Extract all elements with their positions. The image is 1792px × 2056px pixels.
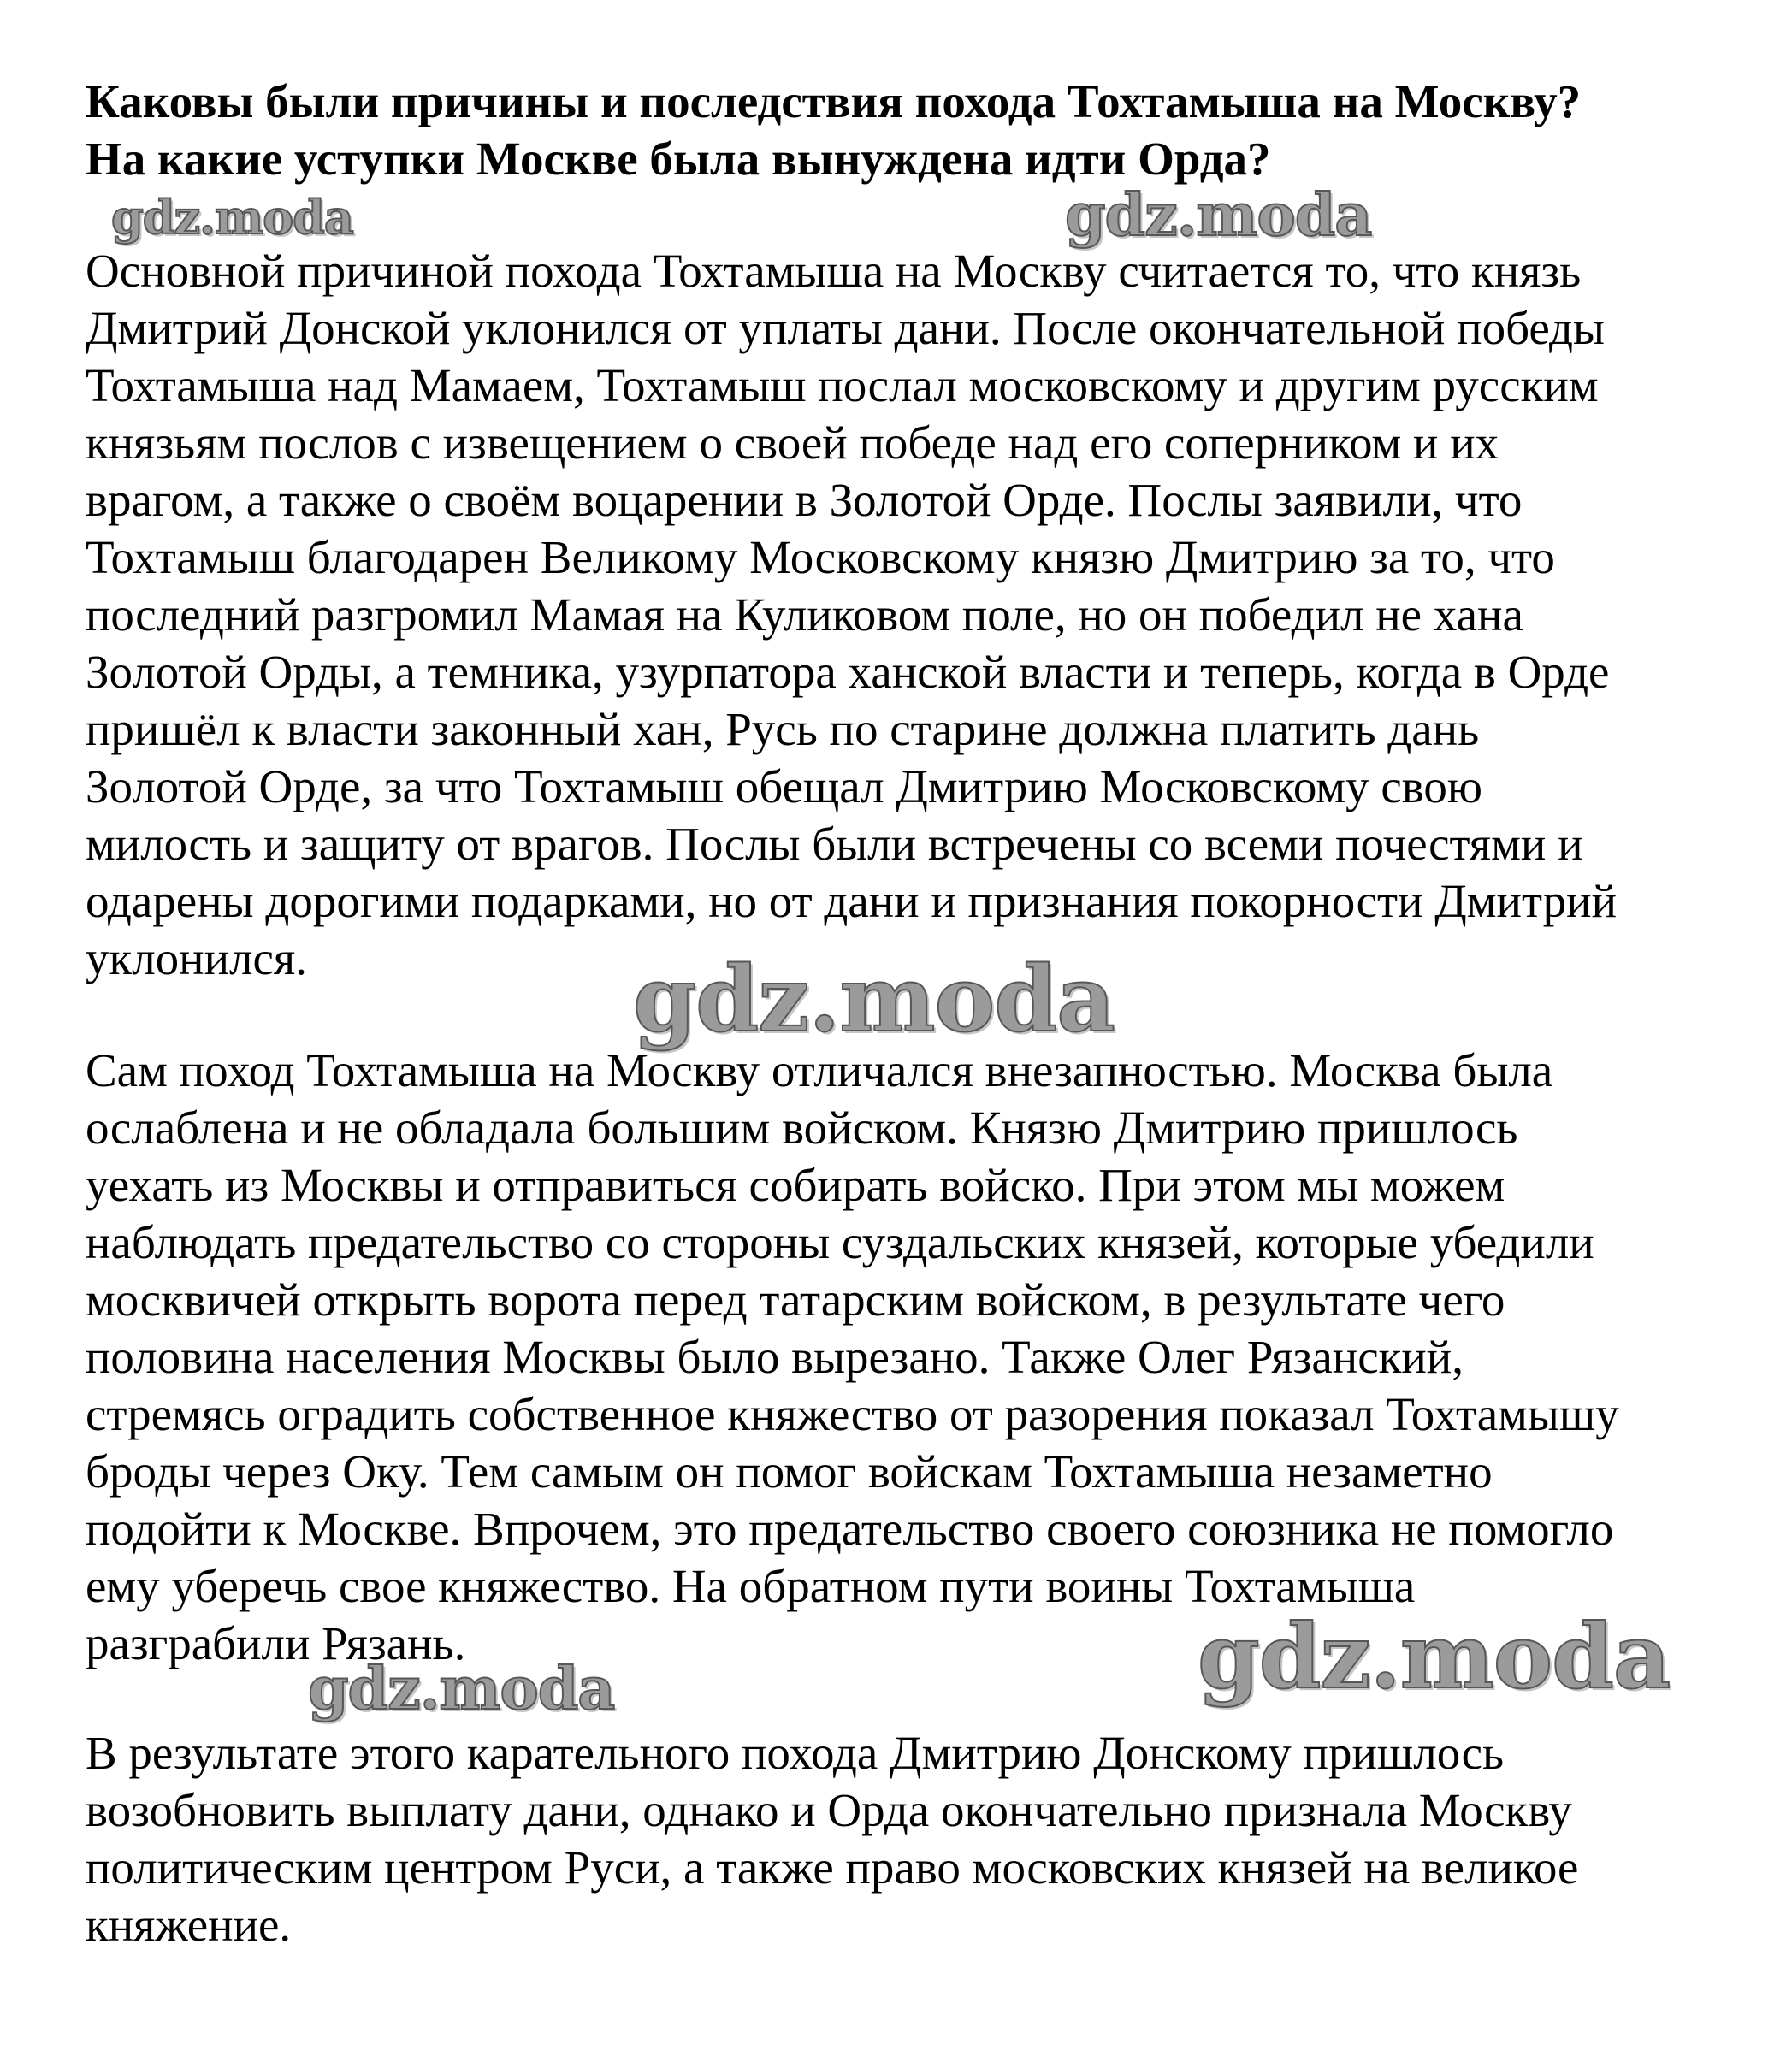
watermark-logo: gdz.moda: [1065, 181, 1372, 250]
watermark-logo: gdz.moda: [308, 1655, 615, 1723]
answer-paragraph-2: Сам поход Тохтамыша на Москву отличался внезапностью. Москва была ослаблена и не обладала большим войском. Князю Дмитрию пришлось уехать из Москвы и отправиться собирать войско. При этом мы можем наблюдать предательство со стороны суздальских князей, которые убедили москвичей открыть ворота перед татарским войском, в результате чего половина населения Москвы было вырезано. Также Олег Рязанский, стремясь оградить собственное княжество от разорения показал Тохтамышу броды через Оку. Тем самым он помог войскам Тохтамыша незаметно подойти к Москве. Впрочем, это предательство своего союзника не помогло ему уберечь свое княжество. На обратном пути воины Тохтамыша разграбили Рязань.: [86, 1044, 1619, 1669]
answer-paragraph-3: В результате этого карательного похода Дмитрию Донскому пришлось возобновить выплату дани, однако и Орда окончательно признала Москву политическим центром Руси, а также право московских князей на великое княжение.: [86, 1727, 1579, 1951]
question-line-2: На какие уступки Москве была вынуждена идти Орда?: [86, 133, 1271, 185]
question-line-1: Каковы были причины и последствия похода Тохтамыша на Москву?: [86, 75, 1582, 127]
answer-paragraph-1: Основной причиной похода Тохтамыша на Москву считается то, что князь Дмитрий Донской уклонился от уплаты дани. После окончательной победы Тохтамыша над Мамаем, Тохтамыш послал московскому и другим русским князьям послов с извещением о своей победе над его соперником и их врагом, а также о своём воцарении в Золотой Орде. Послы заявили, что Тохтамыш благодарен Великому Московскому князю Дмитрию за то, что последний разгромил Мамая на Куликовом поле, но он победил не хана Золотой Орды, а темника, узурпатора ханской власти и теперь, когда в Орде пришёл к власти законный хан, Русь по старине должна платить дань Золотой Орде, за что Тохтамыш обещал Дмитрию Московскому свою милость и защиту от врагов. Послы были встречены со всеми почестями и одарены дорогими подарками, но от дани и признания покорности Дмитрий уклонился.: [86, 245, 1618, 984]
watermark-logo: gdz.moda: [633, 945, 1115, 1052]
watermark-logo: gdz.moda: [111, 190, 353, 245]
watermark-logo: gdz.moda: [1198, 1604, 1671, 1709]
